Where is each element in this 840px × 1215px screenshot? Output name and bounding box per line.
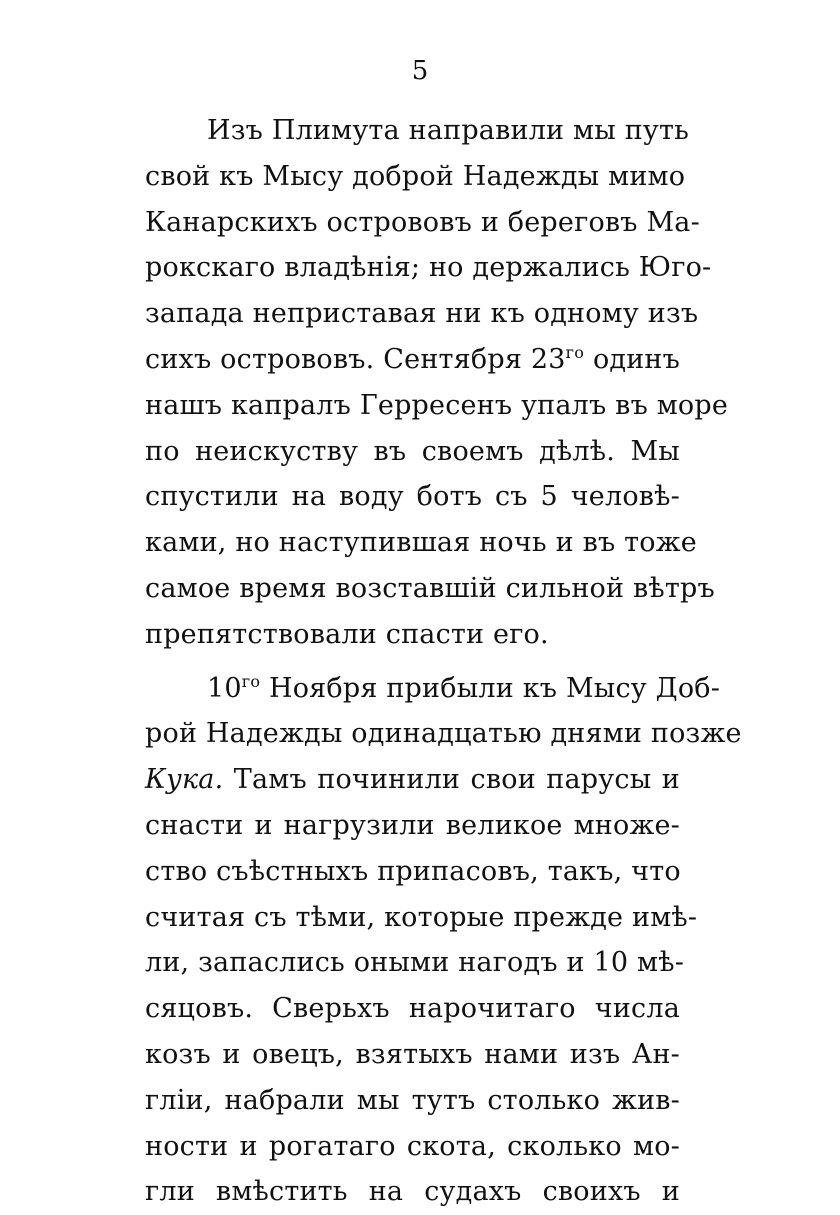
text-line: сяцовъ. Сверьхъ нарочитаго числа	[145, 993, 680, 1025]
text-line	[145, 666, 721, 712]
text-line: рокскаго владѣнія; но держались Юго-	[145, 252, 712, 284]
text-line: ство съѣстныхъ припасовъ, такъ, что	[145, 855, 681, 887]
text-line: ками, но наступившая ночь и въ тоже	[145, 527, 697, 559]
text-segment: одинъ	[584, 343, 680, 375]
text-line	[145, 337, 680, 383]
text-line: Канарскихъ острововъ и береговъ Ма-	[145, 206, 700, 238]
text-segment: 10	[207, 672, 242, 704]
text-line: гліи, набрали мы тутъ столько жив-	[145, 1084, 680, 1116]
superscript: го	[241, 671, 261, 691]
text-line: Изъ Плимута направили мы путь	[207, 115, 690, 146]
text-segment: Ноября прибыли къ Мысу Доб-	[260, 672, 721, 704]
paragraph-2	[145, 666, 742, 1215]
paragraph-1	[145, 108, 729, 658]
text-line: ности и рогатаго скота, сколько мо-	[145, 1130, 680, 1162]
italic-name: Кука.	[145, 764, 224, 796]
page-number: 5	[411, 56, 429, 86]
text-line: по неискуству въ своемъ дѣлѣ. Мы	[145, 435, 680, 467]
superscript: го	[565, 342, 585, 362]
text-body	[145, 108, 742, 1215]
text-line: самое время возставшій сильной вѣтръ	[145, 572, 715, 604]
text-line: гли вмѣстить на судахъ своихъ и	[145, 1176, 680, 1208]
text-line: рой Надежды одинадцатью днями позже	[145, 718, 742, 750]
text-line: снасти и нагрузили великое множе-	[145, 809, 680, 841]
text-line: спустили на воду ботъ съ 5 человѣ-	[145, 481, 680, 513]
text-line: козъ и овецъ, взятыхъ нами изъ Ан-	[145, 1038, 680, 1070]
text-line: нашъ капралъ Герресенъ упалъ въ море	[145, 389, 729, 421]
text-segment: Тамъ починили свои парусы и	[223, 764, 680, 796]
text-line: свой къ Мысу доброй Надежды мимо	[145, 160, 686, 192]
text-line: препятствовали спасти его.	[145, 618, 549, 650]
paragraph-spacer	[145, 658, 680, 666]
text-line: считая съ тѣми, которые прежде имѣ-	[145, 901, 698, 933]
text-segment: сихъ острововъ. Сентября 23	[145, 343, 566, 375]
text-line: запада неприставая ни къ одному изъ	[145, 298, 699, 330]
text-line	[145, 757, 680, 803]
text-line: ли, запаслись оными нагодъ и 10 мѣ-	[145, 947, 685, 979]
